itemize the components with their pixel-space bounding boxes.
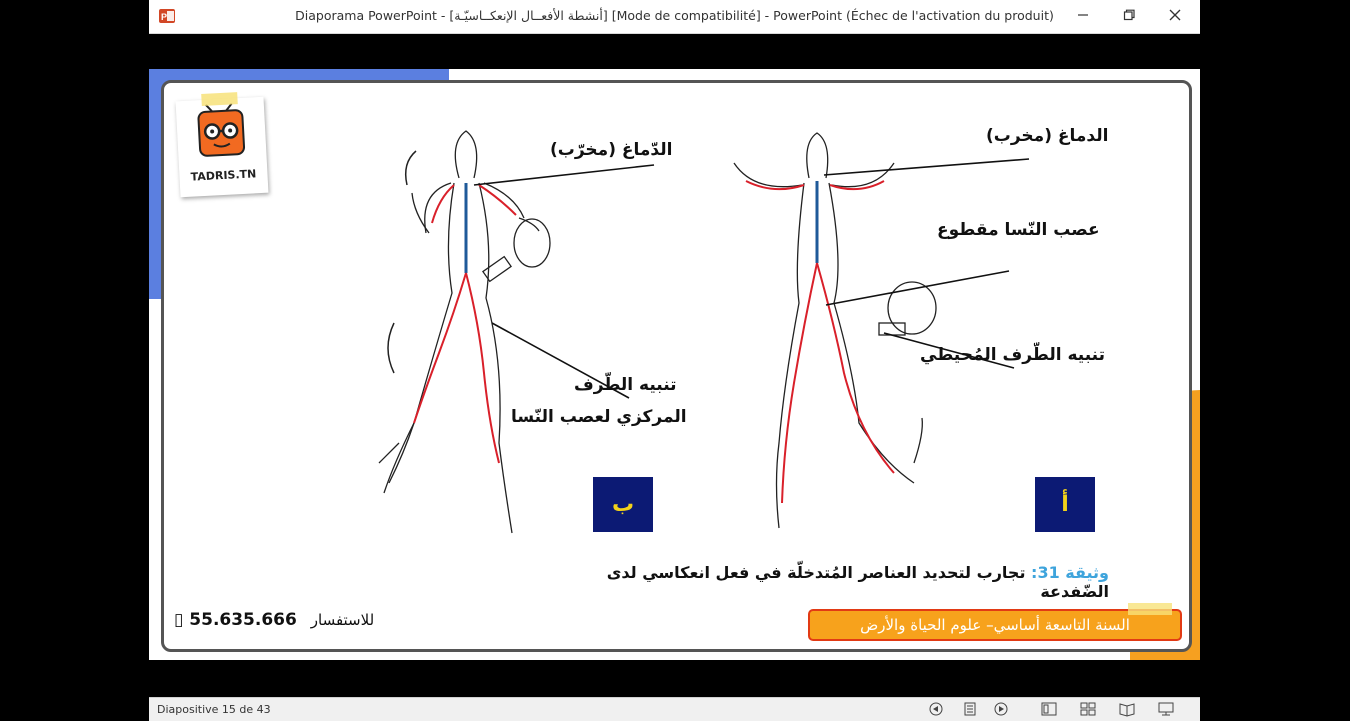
caption-doc-number: وثيقة 31: bbox=[1031, 563, 1109, 582]
banner-tape bbox=[1128, 603, 1172, 615]
maximize-icon bbox=[1123, 9, 1135, 21]
nerve-left-b bbox=[466, 273, 499, 463]
slideshow-icon[interactable] bbox=[1157, 701, 1175, 717]
label-right-nerve-cut: عصب النّسا مقطوع bbox=[937, 220, 1100, 240]
window-title: Diaporama PowerPoint - [أنشطة الأفعــال الإنعكــاسيّـة] [Mode de compatibilité] - PowerPoint (Échec de l'activation du produit) bbox=[149, 8, 1200, 23]
contact-info bbox=[174, 610, 374, 630]
reading-view-icon[interactable] bbox=[1118, 701, 1136, 717]
phone-label: للاستفسار bbox=[311, 611, 374, 629]
pointer-left-brain bbox=[474, 165, 654, 185]
pointer-right-nerve bbox=[826, 271, 1009, 305]
arrow-motion-left-1 bbox=[406, 151, 416, 185]
slide-menu-icon[interactable] bbox=[961, 701, 979, 717]
nerve-right-d bbox=[830, 181, 884, 189]
minimize-button[interactable] bbox=[1069, 6, 1097, 28]
slide-counter: Diapositive 15 de 43 bbox=[157, 703, 271, 716]
label-left-stimulus-2: المركزي لعصب النّسا bbox=[511, 407, 687, 427]
powerpoint-window bbox=[149, 0, 1200, 720]
tv-mascot-icon bbox=[176, 97, 268, 172]
previous-slide-icon[interactable] bbox=[927, 701, 945, 717]
status-bar bbox=[149, 697, 1200, 721]
phone-icon: ▯ bbox=[174, 610, 183, 630]
minimize-icon bbox=[1077, 9, 1089, 21]
badge-a: أ bbox=[1035, 477, 1095, 532]
frog-diagram bbox=[354, 123, 1114, 553]
slide-sorter-icon[interactable] bbox=[1079, 701, 1097, 717]
nerve-right-c bbox=[746, 181, 804, 189]
title-bar[interactable] bbox=[149, 0, 1200, 34]
svg-text:P: P bbox=[161, 12, 167, 22]
caption-text: تجارب لتحديد العناصر المُتدخلّة في فعل انعكاسي لدى الضّفدعة bbox=[607, 563, 1109, 601]
document-caption bbox=[534, 563, 1109, 601]
slide-frame bbox=[161, 80, 1192, 652]
badge-b: ب bbox=[593, 477, 653, 532]
next-slide-icon[interactable] bbox=[992, 701, 1010, 717]
nerve-right-a bbox=[782, 263, 817, 503]
maximize-button[interactable] bbox=[1115, 6, 1143, 28]
nerve-left-a bbox=[414, 273, 466, 423]
label-left-brain: الدّماغ (مخرّب) bbox=[550, 140, 672, 160]
logo-text: TADRIS.TN bbox=[179, 167, 268, 185]
slide-canvas[interactable] bbox=[149, 69, 1200, 660]
arrow-motion-left-2 bbox=[388, 323, 394, 373]
label-left-stimulus-1: تنبيه الطّرف bbox=[574, 375, 677, 395]
normal-view-icon[interactable] bbox=[1040, 701, 1058, 717]
close-button[interactable] bbox=[1161, 6, 1189, 28]
tadris-logo bbox=[176, 97, 269, 197]
label-right-stimulus: تنبيه الطّرف المُحيطي bbox=[920, 345, 1105, 365]
label-right-brain: الدماغ (مخرب) bbox=[986, 126, 1108, 146]
close-icon bbox=[1169, 9, 1181, 21]
phone-number: 55.635.666 bbox=[189, 610, 297, 630]
pointer-right-brain bbox=[824, 159, 1029, 175]
course-banner: السنة التاسعة أساسي– علوم الحياة والأرض bbox=[808, 609, 1182, 641]
logo-tape bbox=[201, 92, 238, 106]
